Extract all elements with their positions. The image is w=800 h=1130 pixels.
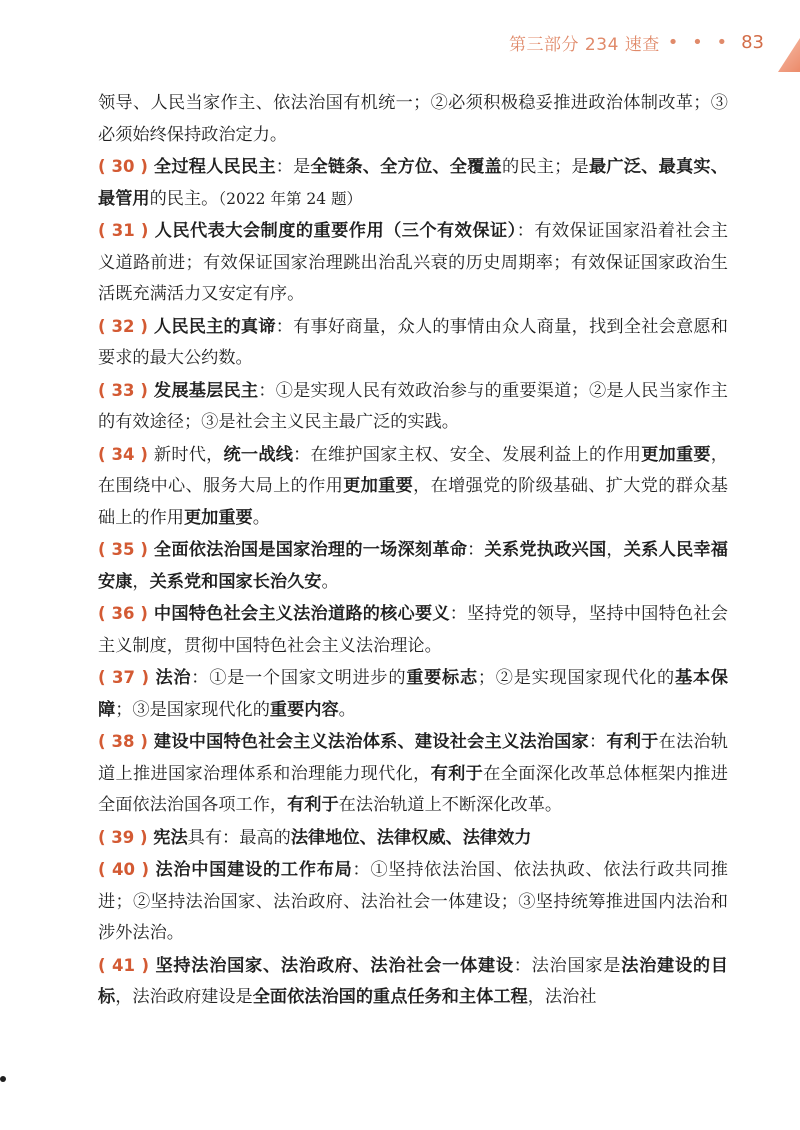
entry-number: ( 32 ) bbox=[98, 316, 154, 336]
bold-term: 更加重要 bbox=[343, 476, 414, 496]
bold-term: 建设中国特色社会主义法治体系、建设社会主义法治国家 bbox=[153, 732, 589, 752]
bold-term: 重要标志 bbox=[406, 668, 478, 688]
entry-number: ( 31 ) bbox=[98, 221, 155, 240]
bold-term: 坚持法治国家、法治政府、法治社会一体建设 bbox=[155, 955, 514, 976]
bold-term: 法治 bbox=[155, 668, 192, 688]
body-text: ： bbox=[588, 732, 607, 752]
body-text: ，在增强党的阶级基础、扩大党的群众基础上的作用 bbox=[98, 476, 728, 528]
body-text: （2022 年第 24 题） bbox=[218, 189, 363, 208]
body-text: ：①坚持依法治国、依法执政、依法行政共同推进；②坚持法治国家、法治政府、法治社会一体建设；③坚持统筹推进国内法治和涉外法治。 bbox=[98, 860, 728, 943]
bold-term: 更加重要 bbox=[641, 444, 711, 465]
running-header-section: 第三部分 234 速查 bbox=[509, 35, 660, 55]
bold-term: 全链条、全方位、全覆盖 bbox=[310, 157, 502, 177]
header-dots: • • • bbox=[667, 32, 732, 53]
body-text: 。 bbox=[321, 571, 339, 592]
bold-term: 最广泛、最真实、最管用 bbox=[98, 157, 728, 209]
page-header bbox=[509, 30, 764, 55]
numbered-entry bbox=[98, 534, 728, 598]
entry-number: ( 35 ) bbox=[98, 540, 154, 559]
margin-dot bbox=[0, 1076, 6, 1082]
body-text: ；③是国家现代化的 bbox=[115, 699, 270, 720]
bold-term: 中国特色社会主义法治道路的核心要义 bbox=[153, 604, 450, 624]
bold-term: 有利于 bbox=[430, 763, 484, 784]
bold-term: 人民民主的真谛 bbox=[153, 316, 276, 337]
body-text: ：有事好商量，众人的事情由众人商量，找到全社会意愿和要求的最大公约数。 bbox=[98, 316, 728, 368]
corner-decoration bbox=[778, 38, 800, 72]
body-text: 。 bbox=[338, 699, 356, 720]
entry-number: ( 36 ) bbox=[98, 604, 154, 623]
page-number: 83 bbox=[741, 32, 764, 53]
bold-term: 更加重要 bbox=[183, 507, 253, 528]
body-text: ：在维护国家主权、安全、发展利益上的作用 bbox=[293, 444, 642, 465]
bold-term: 重要内容 bbox=[269, 699, 339, 720]
body-text: ，在围绕中心、服务大局上的作用 bbox=[98, 444, 728, 496]
body-text: 在法治轨道上不断深化改革。 bbox=[338, 795, 563, 815]
bold-term: 法治中国建设的工作布局 bbox=[155, 860, 353, 880]
bold-term: 法治建设的目标 bbox=[98, 955, 728, 1007]
numbered-entry bbox=[98, 375, 728, 439]
entry-number: ( 33 ) bbox=[98, 380, 154, 400]
body-text: 新时代， bbox=[153, 444, 224, 465]
numbered-entry bbox=[98, 822, 728, 855]
numbered-entry bbox=[98, 950, 728, 1014]
body-text: ：法治国家是 bbox=[513, 955, 622, 976]
bold-term: 全过程人民民主 bbox=[153, 157, 276, 177]
body-text: ：坚持党的领导，坚持中国特色社会主义制度，贯彻中国特色社会主义法治理论。 bbox=[98, 604, 728, 656]
body-text: 。 bbox=[252, 507, 270, 528]
body-text: ；②是实现国家现代化的 bbox=[477, 668, 675, 688]
body-text: ，法治政府建设是 bbox=[115, 987, 253, 1007]
numbered-entry bbox=[98, 726, 728, 822]
body-text: 具有：最高的 bbox=[187, 827, 291, 848]
body-text: 领导、人民当家作主、依法治国有机统一；②必须积极稳妥推进政治体制改革；③必须始终保持政治定力。 bbox=[98, 93, 728, 145]
continued-paragraph bbox=[98, 88, 728, 151]
bold-term: 关系党执政兴国 bbox=[484, 540, 607, 560]
entry-number: ( 41 ) bbox=[98, 955, 156, 975]
bold-term: 全面依法治国的重点任务和主体工程 bbox=[252, 987, 528, 1007]
bold-term: 有利于 bbox=[606, 732, 659, 752]
entry-number: ( 40 ) bbox=[98, 860, 156, 879]
entry-number: ( 34 ) bbox=[98, 444, 154, 464]
numbered-entry bbox=[98, 151, 728, 215]
body-text: ， bbox=[606, 540, 624, 560]
numbered-entry bbox=[98, 598, 728, 662]
entry-number: ( 39 ) bbox=[98, 827, 154, 847]
bold-term: 发展基层民主 bbox=[153, 380, 259, 401]
body-text: ：是 bbox=[275, 157, 311, 177]
numbered-entry bbox=[98, 662, 728, 726]
body-text: ， bbox=[132, 571, 150, 592]
bold-term: 法律地位、法律权威、法律效力 bbox=[290, 827, 532, 848]
numbered-entry bbox=[98, 439, 728, 535]
body-text: ，法治社 bbox=[527, 987, 597, 1007]
bold-term: 统一战线 bbox=[223, 444, 294, 465]
body-text: ：①是实现人民有效政治参与的重要渠道；②是人民当家作主的有效途径；③是社会主义民主最广泛的实践。 bbox=[98, 380, 728, 432]
entry-number: ( 30 ) bbox=[98, 157, 154, 176]
bold-term: 全面依法治国是国家治理的一场深刻革命 bbox=[153, 540, 468, 560]
numbered-entry bbox=[98, 854, 728, 950]
bold-term: 宪法 bbox=[153, 827, 188, 848]
bold-term: 基本保障 bbox=[98, 668, 728, 720]
numbered-entry bbox=[98, 311, 728, 375]
body-text: ：①是一个国家文明进步的 bbox=[191, 668, 407, 688]
body-text: 在全面深化改革总体框架内推进全面依法治国各项工作， bbox=[98, 763, 728, 815]
body-text: ： bbox=[467, 540, 485, 560]
bold-term: 关系党和国家长治久安 bbox=[149, 571, 322, 592]
body-text: 的民主。 bbox=[149, 188, 219, 209]
entry-number: ( 37 ) bbox=[98, 668, 156, 687]
body-text: 的民主；是 bbox=[501, 157, 589, 177]
body-text: 在法治轨道上推进国家治理体系和治理能力现代化， bbox=[98, 732, 728, 784]
bold-term: 人民代表大会制度的重要作用（三个有效保证） bbox=[154, 221, 517, 241]
entry-number: ( 38 ) bbox=[98, 732, 154, 751]
body-text: ：有效保证国家沿着社会主义道路前进；有效保证国家治理跳出治乱兴衰的历史周期率；有效保证国家政治生活既充满活力又安定有序。 bbox=[98, 221, 729, 304]
bold-term: 有利于 bbox=[287, 795, 339, 815]
numbered-entry bbox=[98, 215, 728, 311]
page-content bbox=[98, 88, 728, 1014]
bold-term: 关系人民幸福安康 bbox=[98, 540, 728, 592]
